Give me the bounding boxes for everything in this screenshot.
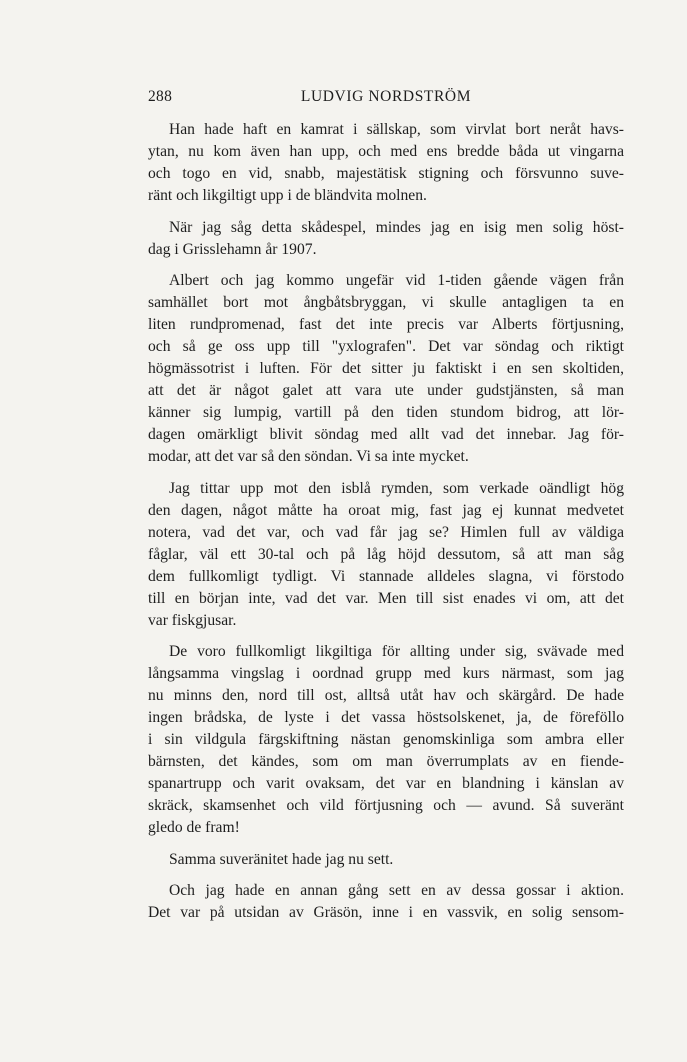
text-line: ytan, nu kom även han upp, och med ens bredde båda ut vingarna	[148, 143, 624, 160]
text-line: Och jag hade en annan gång sett en av dessa gossar i aktion.	[169, 882, 624, 899]
text-line: känner sig lumpig, vartill på den tiden stundom bidrog, att lör-	[148, 404, 624, 421]
text-line: Det var på utsidan av Gräsön, inne i en vassvik, en solig sensom-	[148, 904, 624, 921]
body-text	[148, 119, 624, 934]
text-line: långsamma vingslag i oordnad grupp med kurs närmast, som jag	[148, 665, 624, 682]
text-line: skräck, skamsenhet och vild förtjusning och — avund. Så suveränt	[148, 797, 624, 814]
text-line: De voro fullkomligt likgiltiga för allting under sig, svävade med	[169, 643, 624, 660]
paragraph	[148, 880, 624, 924]
text-line: När jag såg detta skådespel, mindes jag en isig men solig höst-	[169, 218, 624, 236]
page-number: 288	[148, 88, 173, 105]
text-line: ingen brådska, de lyste i det vassa höstsolskenet, ja, de föreföllo	[148, 709, 624, 726]
text-line: var fiskgjusar.	[148, 611, 237, 629]
text-line: modar, att det var så den söndan. Vi sa inte mycket.	[148, 448, 469, 465]
text-line: till en början inte, vad det var. Men till sist enades vi om, att det	[148, 589, 624, 607]
text-line: och togo en vid, snabb, majestätisk stigning och försvunno suve-	[148, 165, 624, 182]
paragraph	[148, 119, 624, 207]
text-line: dagen omärkligt blivit söndag med allt vad det innebar. Jag för-	[148, 426, 624, 443]
text-line: notera, vad det var, och vad får jag se? Himlen full av väldiga	[148, 523, 624, 541]
paragraph	[148, 217, 624, 261]
text-line: samhället bort mot ångbåtsbryggan, vi skulle antagligen ta en	[148, 294, 624, 311]
text-line: i sin vildgula färgskiftning nästan genomskinliga som ambra eller	[148, 731, 624, 748]
paragraph	[148, 478, 624, 632]
text-line: Jag tittar upp mot den isblå rymden, som verkade oändligt hög	[169, 479, 624, 497]
text-line: Albert och jag kommo ungefär vid 1-tiden gående vägen från	[169, 272, 624, 289]
running-head: LUDVIG NORDSTRÖM	[300, 88, 472, 105]
text-line: högmässotrist i luften. För det sitter ju faktiskt i en sen skoltiden,	[148, 360, 624, 377]
text-line: Samma suveränitet hade jag nu sett.	[169, 850, 394, 868]
text-line: och så ge oss upp till "yxlografen". Det var söndag och riktigt	[148, 338, 624, 355]
paragraph	[148, 270, 624, 468]
text-line: bärnsten, det kändes, som om man överrumplats av en fiende-	[148, 753, 624, 770]
text-line: fåglar, väl ett 30-tal och på låg höjd dessutom, så att man såg	[148, 545, 624, 563]
text-line: den dagen, något måtte ha oroat mig, fast jag ej kunnat medvetet	[148, 501, 624, 519]
text-line: gledo de fram!	[148, 819, 240, 836]
text-line: att det är något galet att vara ute under gudstjänsten, så man	[148, 382, 624, 399]
text-line: nu minns den, nord till ost, alltså utåt hav och skärgård. De hade	[148, 687, 624, 704]
page-header	[148, 88, 624, 110]
text-line: ränt och likgiltigt upp i de bländvita molnen.	[148, 187, 427, 204]
text-line: dag i Grisslehamn år 1907.	[148, 240, 317, 258]
text-line: liten rundpromenad, fast det inte precis var Alberts förtjusning,	[148, 316, 624, 333]
text-line: spanartrupp och varit ovaksam, det var en blandning i känslan av	[148, 775, 624, 792]
text-line: Han hade haft en kamrat i sällskap, som virvlat bort neråt havs-	[169, 121, 624, 138]
paragraph	[148, 849, 624, 871]
paragraph	[148, 641, 624, 839]
text-line: dem fullkomligt tydligt. Vi stannade alldeles slagna, vi förstodo	[148, 567, 624, 585]
